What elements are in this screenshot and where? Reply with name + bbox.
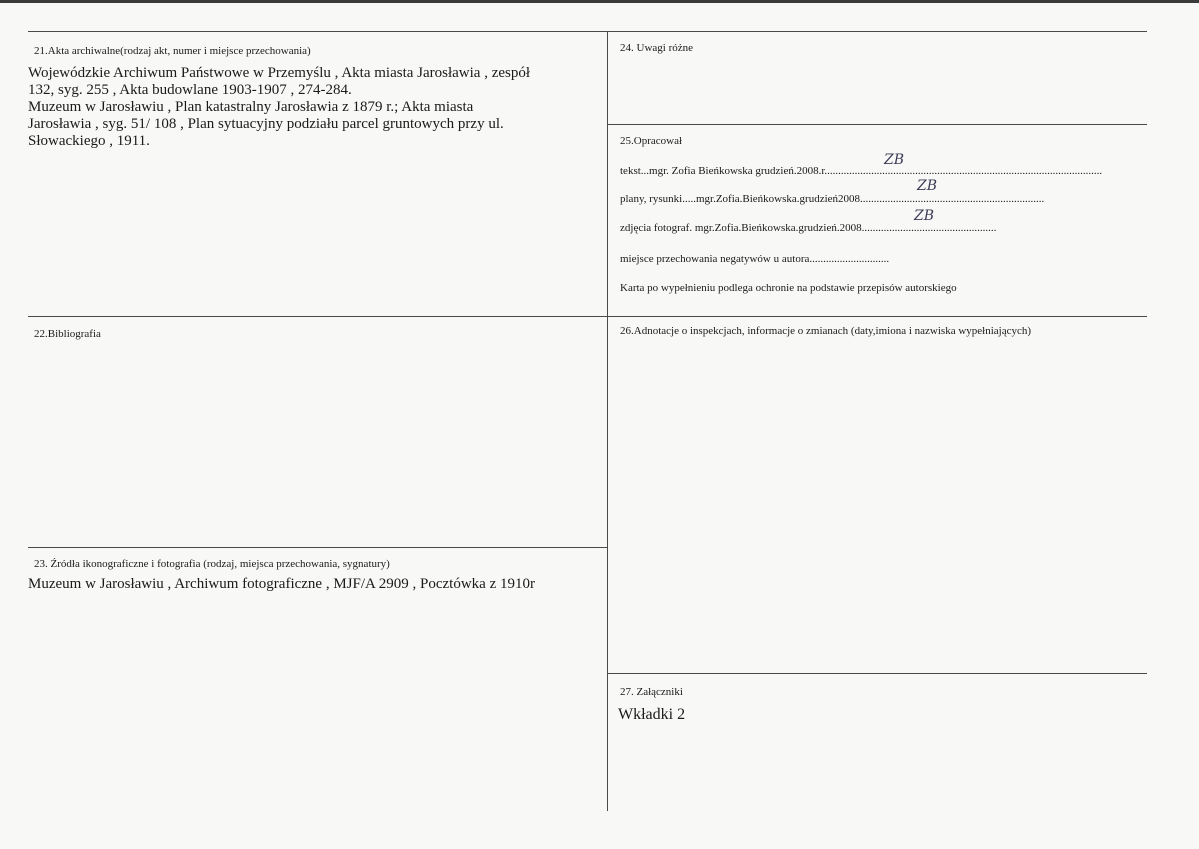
copyright-notice: Karta po wypełnieniu podlega ochronie na podstawie przepisów autorskiego — [620, 282, 957, 294]
section-21-archival-records — [28, 44, 604, 150]
divider-22-23 — [28, 547, 607, 548]
section-21-line: Jarosławia , syg. 51/ 108 , Plan sytuacyjny podziału parcel gruntowych przy ul. — [28, 116, 504, 132]
section-25-prepared-by — [620, 134, 682, 148]
section-26-annotations — [620, 324, 1031, 338]
divider-26-27 — [607, 673, 1147, 674]
section-21-label: 21.Akta archiwalne(rodzaj akt, numer i miejsce przechowania) — [34, 45, 311, 57]
photos-author-line: zdjęcia fotograf. mgr.Zofia.Bieńkowska.grudzień.2008................................................. — [620, 222, 997, 234]
section-27-attachments — [618, 685, 685, 723]
section-26-label: 26.Adnotacje o inspekcjach, informacje o zmianach (daty,imiona i nazwiska wypełniających) — [620, 325, 1032, 337]
section-25-label: 25.Opracował — [620, 135, 683, 147]
section-24-remarks — [620, 41, 693, 55]
section-21-line: Wojewódzkie Archiwum Państwowe w Przemyślu , Akta miasta Jarosławia , zespół — [28, 65, 531, 81]
initials-signature: ZB — [884, 152, 905, 168]
initials-signature: ZB — [914, 208, 935, 224]
divider-21-22 — [28, 316, 1147, 317]
section-24-label: 24. Uwagi różne — [620, 42, 694, 54]
section-21-content — [28, 65, 604, 150]
column-divider — [607, 31, 608, 811]
divider-24-25 — [607, 124, 1147, 125]
initials-signature: ZB — [917, 178, 938, 194]
section-21-line: Słowackiego , 1911. — [28, 133, 150, 149]
section-23-label: 23. Źródła ikonograficzne i fotografia (rodzaj, miejsca przechowania, sygnatury) — [34, 558, 390, 570]
text-author-line: tekst...mgr. Zofia Bieńkowska grudzień.2008.r..................................................................................................... — [620, 165, 1103, 177]
section-27-label: 27. Załączniki — [620, 686, 683, 698]
section-27-content: Wkładki 2 — [618, 706, 686, 723]
negatives-storage-line: miejsce przechowania negatywów u autora............................. — [620, 253, 890, 265]
section-23-content: Muzeum w Jarosławiu , Archiwum fotograficzne , MJF/A 2909 , Pocztówka z 1910r — [28, 576, 535, 592]
section-23-iconographic-sources — [28, 557, 606, 593]
section-21-line: 132, syg. 255 , Akta budowlane 1903-1907 , 274-284. — [28, 82, 352, 98]
section-22-label: 22.Bibliografia — [34, 328, 101, 340]
top-border-line — [28, 31, 1147, 32]
scan-edge — [0, 0, 1199, 3]
plans-author-line: plany, rysunki.....mgr.Zofia.Bieńkowska.grudzień2008................................................................... — [620, 193, 1045, 205]
section-21-line: Muzeum w Jarosławiu , Plan katastralny Jarosławia z 1879 r.; Akta miasta — [28, 99, 474, 115]
section-22-bibliography — [34, 327, 101, 341]
